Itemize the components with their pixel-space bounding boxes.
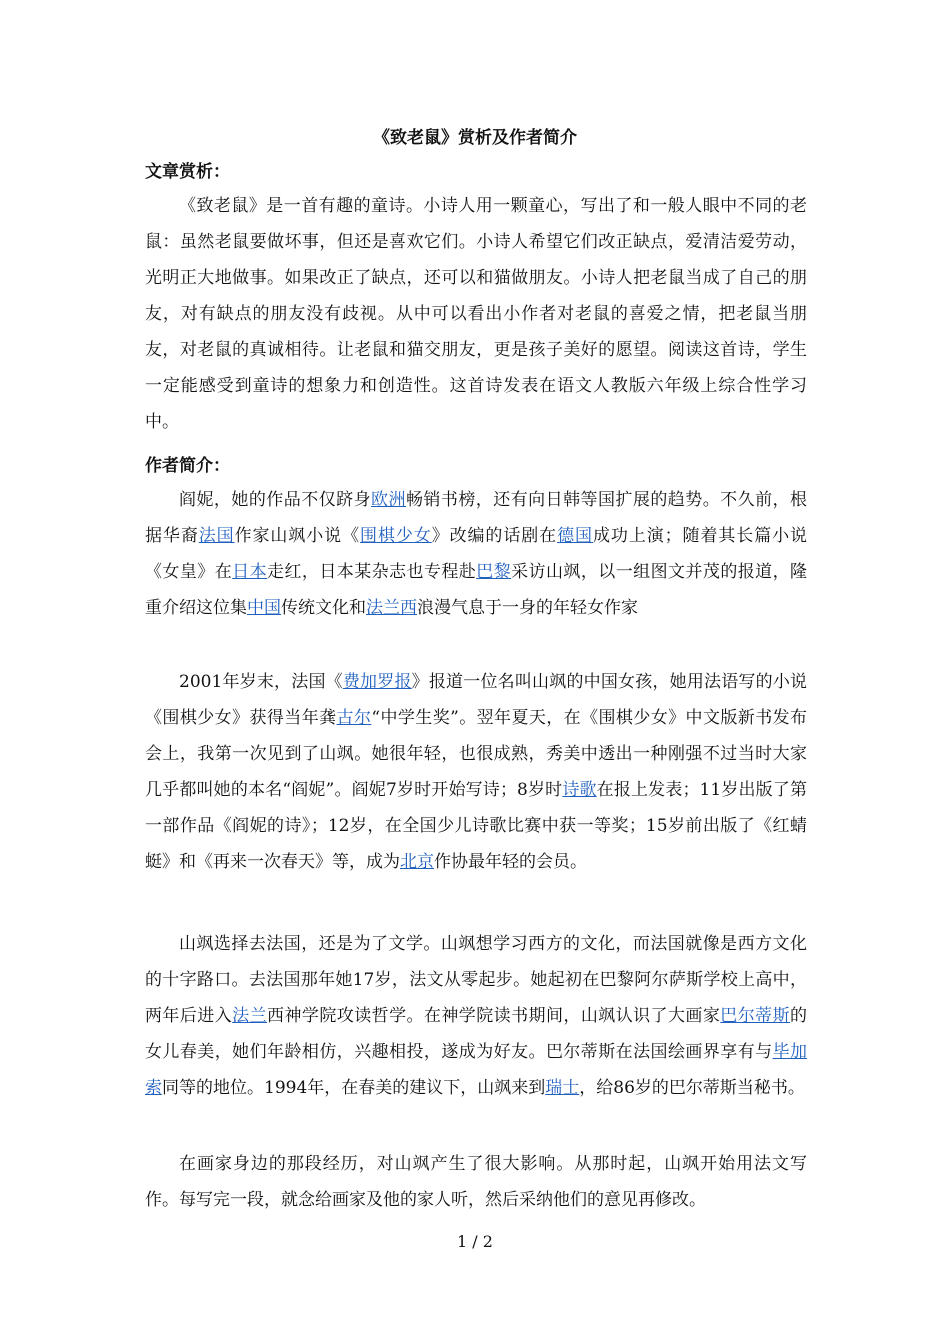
- text-run: 2001年岁末，法国《: [179, 672, 343, 692]
- paragraph-appreciation: 《致老鼠》是一首有趣的童诗。小诗人用一颗童心，写出了和一般人眼中不同的老鼠：虽然老鼠要做坏事，但还是喜欢它们。小诗人希望它们改正缺点，爱清洁爱劳动，光明正大地做事。如果改正了缺点，还可以和猫做朋友。小诗人把老鼠当成了自己的朋友，对有缺点的朋友没有歧视。从中可以看出小作者对老鼠的喜爱之情，把老鼠当朋友，对老鼠的真诚相待。让老鼠和猫交朋友，更是孩子美好的愿望。阅读这首诗，学生一定能感受到童诗的想象力和创造性。这首诗发表在语文人教版六年级上综合性学习中。: [145, 196, 807, 432]
- text-run: 山飒选择去法国，还是为了文学。山飒想学习西方的文化，而法国就像是西方文化的十字路口。去法国那年她17岁，法文从零起步。她起初在巴黎阿尔萨斯学校上高中，两年后进入: [145, 934, 807, 1026]
- section-heading-appreciation: 文章赏析：: [145, 162, 230, 182]
- document-title: 《致老鼠》赏析及作者简介: [373, 128, 577, 148]
- text-run: 走红，日本某杂志也专程赴: [267, 562, 477, 582]
- hyperlink[interactable]: 北京: [400, 852, 434, 872]
- section-heading-author: 作者简介：: [145, 456, 230, 476]
- text-run: 成功上演；随着其长篇小说《女皇》在: [145, 526, 808, 582]
- hyperlink[interactable]: 围棋少女: [360, 526, 432, 546]
- text-run: 》报道一位名叫山飒的中国女孩，她用法语写的小说《围棋少女》获得当年龚: [145, 672, 808, 728]
- text-run: 作家山飒小说《: [234, 526, 361, 546]
- text-run: 畅销书榜，还有向日韩等国扩展的趋势。不久前，根据华裔: [145, 490, 808, 546]
- hyperlink[interactable]: 法国: [198, 526, 235, 546]
- paragraph-author-intro: [145, 482, 807, 626]
- text-run: 同等的地位。1994年，在春美的建议下，山飒来到: [162, 1078, 546, 1098]
- hyperlink[interactable]: 德国: [557, 526, 593, 546]
- hyperlink[interactable]: 法兰西: [366, 598, 417, 618]
- paragraph-author-2001: [145, 664, 807, 880]
- text-run: 传统文化和: [281, 598, 366, 618]
- hyperlink[interactable]: 瑞士: [545, 1078, 580, 1098]
- hyperlink[interactable]: 欧洲: [371, 490, 406, 510]
- text-run: 西神学院攻读哲学。在神学院读书期间，山飒认识了大画家: [267, 1006, 721, 1026]
- hyperlink[interactable]: 毕加索: [145, 1042, 808, 1098]
- hyperlink[interactable]: 日本: [232, 562, 268, 582]
- text-run: 作协最年轻的会员。: [434, 852, 587, 872]
- hyperlink[interactable]: 巴黎: [476, 562, 512, 582]
- text-run: 采访山飒，以一组图文并茂的报道，隆重介绍这位集: [145, 562, 808, 618]
- text-run: “中学生奖”。翌年夏天，在《围棋少女》中文版新书发布会上，我第一次见到了山飒。她很年轻，也很成熟，秀美中透出一种刚强不过当时大家几乎都叫她的本名“阎妮”。阎妮7岁时开始写诗；8岁时: [145, 708, 808, 800]
- hyperlink[interactable]: 巴尔蒂斯: [720, 1006, 791, 1026]
- paragraph-author-writing: 在画家身边的那段经历，对山飒产生了很大影响。从那时起，山飒开始用法文写作。每写完一段，就念给画家及他的家人听，然后采纳他们的意见再修改。: [145, 1154, 807, 1210]
- hyperlink[interactable]: 法兰: [232, 1006, 268, 1026]
- text-run: 》改编的话剧在: [431, 526, 558, 546]
- text-run: 阎妮，她的作品不仅跻身: [179, 490, 372, 510]
- hyperlink[interactable]: 诗歌: [562, 780, 597, 800]
- hyperlink[interactable]: 古尔: [336, 708, 372, 728]
- page-number: 1 / 2: [457, 1232, 493, 1251]
- text-run: 的女儿春美，她们年龄相仿，兴趣相投，遂成为好友。巴尔蒂斯在法国绘画界享有与: [145, 1006, 808, 1062]
- hyperlink[interactable]: 中国: [247, 598, 281, 618]
- text-run: 在报上发表；11岁出版了第一部作品《阎妮的诗》；12岁，在全国少儿诗歌比赛中获一等奖；15岁前出版了《红蜻蜓》和《再来一次春天》等，成为: [145, 780, 808, 872]
- text-run: 浪漫气息于一身的年轻女作家: [417, 598, 638, 618]
- text-run: ，给86岁的巴尔蒂斯当秘书。: [579, 1078, 805, 1098]
- paragraph-author-france: [145, 926, 807, 1106]
- hyperlink[interactable]: 费加罗报: [342, 672, 412, 692]
